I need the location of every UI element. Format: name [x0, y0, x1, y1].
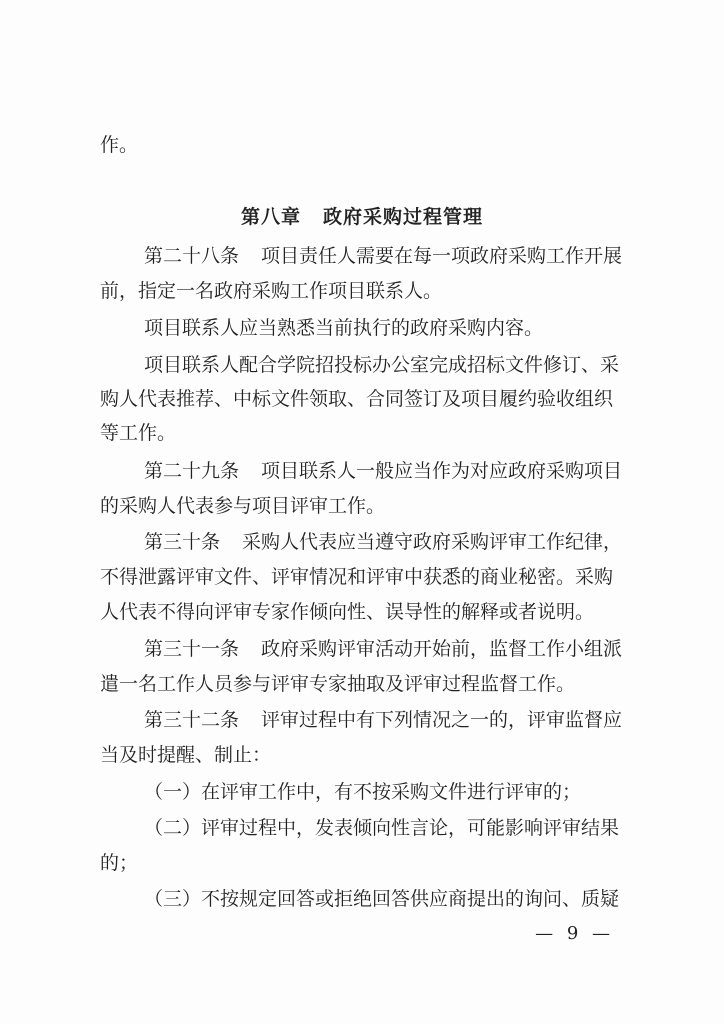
article-31-line-2: 遣一名工作人员参与评审专家抽取及评审过程监督工作。	[100, 673, 576, 695]
article-32-line-1	[144, 708, 640, 732]
paragraph-contact-familiar: 项目联系人应当熟悉当前执行的政府采购内容。	[144, 317, 544, 339]
chapter-heading	[0, 205, 724, 229]
paragraph-contact-duties-2: 购人代表推荐、中标文件领取、合同签订及项目履约验收组织	[100, 388, 614, 410]
article-29-text-1: 项目联系人一般应当作为对应政府采购项目	[261, 460, 623, 482]
article-30-line-3: 人代表不得向评审专家作倾向性、误导性的解释或者说明。	[100, 601, 595, 623]
article-28-line-2: 前，指定一名政府采购工作项目联系人。	[100, 280, 443, 302]
article-29-line-1	[144, 459, 640, 483]
article-29-line-2: 的采购人代表参与项目评审工作。	[100, 495, 386, 517]
chapter-number: 第八章	[240, 206, 301, 228]
article-28-heading: 第二十八条	[144, 245, 240, 267]
article-32-line-2: 当及时提醒、制止：	[100, 744, 272, 766]
article-32-text-1: 评审过程中有下列情况之一的，评审监督应	[261, 709, 623, 731]
article-31-text-1: 政府采购评审活动开始前，监督工作小组派	[261, 638, 623, 660]
item-2-line-1: （二）评审过程中，发表倾向性言论，可能影响评审结果	[144, 817, 620, 839]
article-30-line-2: 不得泄露评审文件、评审情况和评审中获悉的商业秘密。采购	[100, 566, 614, 588]
article-30-line-1	[144, 530, 640, 554]
paragraph-contact-duties-3: 等工作。	[100, 422, 177, 444]
article-29-heading: 第二十九条	[144, 460, 240, 482]
item-2-line-2: 的；	[100, 852, 139, 874]
article-28-text-1: 项目责任人需要在每一项政府采购工作开展	[261, 245, 623, 267]
chapter-title: 政府采购过程管理	[323, 206, 484, 228]
page-number: — 9 —	[535, 923, 614, 944]
item-3-line-1: （三）不按规定回答或拒绝回答供应商提出的询问、质疑	[144, 888, 620, 910]
article-31-line-1	[144, 637, 640, 661]
continued-text: 作。	[100, 134, 139, 156]
article-31-heading: 第三十一条	[144, 638, 240, 660]
article-32-heading: 第三十二条	[144, 709, 240, 731]
article-30-heading: 第三十条	[144, 531, 221, 553]
article-28-line-1	[144, 244, 640, 268]
item-1: （一）在评审工作中，有不按采购文件进行评审的；	[144, 781, 582, 803]
paragraph-contact-duties-1: 项目联系人配合学院招投标办公室完成招标文件修订、采	[144, 354, 620, 376]
article-30-text-1: 采购人代表应当遵守政府采购评审工作纪律，	[242, 531, 623, 553]
